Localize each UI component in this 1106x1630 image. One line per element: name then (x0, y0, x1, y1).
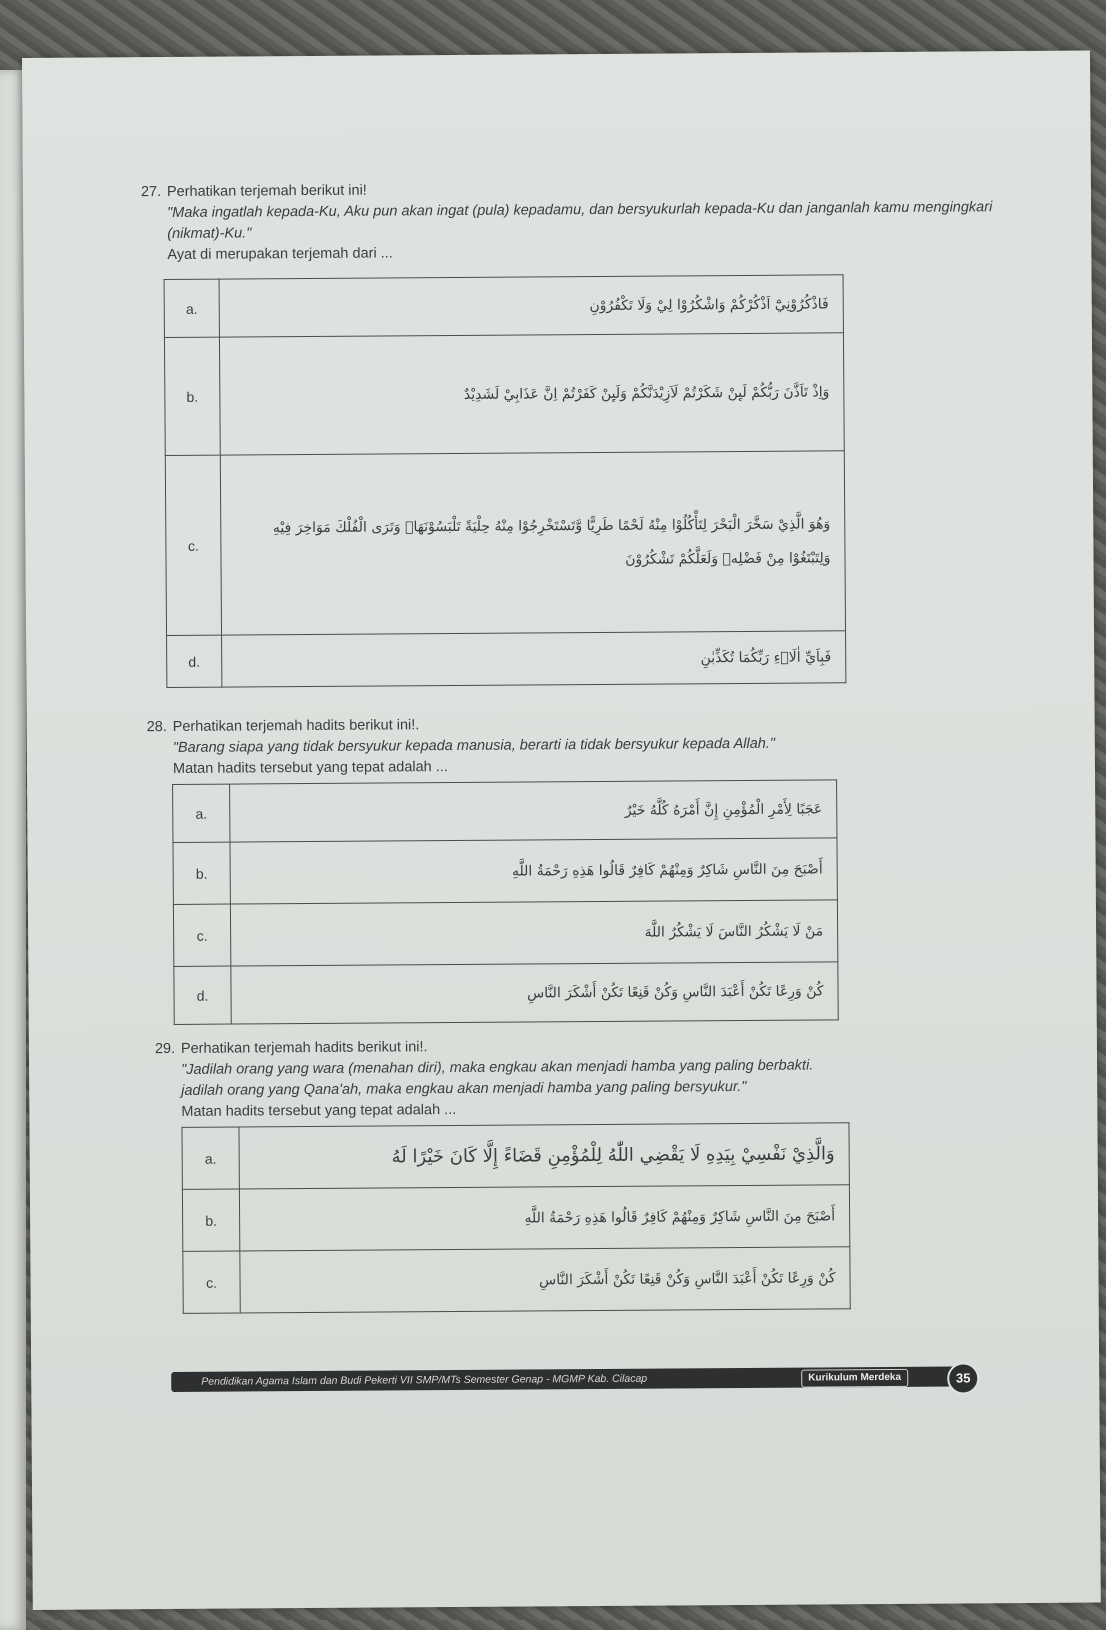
arabic-option-text: وَالَّذِيْ نَفْسِيْ بِيَدِهِ لَا يَقْضِي اللّٰهُ لِلْمُؤْمِنِ قَضَاءً إِلَّا كَانَ خَيْرًا لَهُ (239, 1123, 849, 1189)
question-translation: "Maka ingatlah kepada-Ku, Aku pun akan ingat (pula) kepadamu, dan bersyukurlah kepada-Ku dan janganlah kamu mengingkari (nikmat)-Ku." (167, 199, 993, 242)
arabic-option-text: وَهُوَ الَّذِيْ سَخَّرَ الْبَحْرَ لِتَأْكُلُوْا مِنْهُ لَحْمًا طَرِيًّا وَّتَسْتَخْرِجُوْا مِنْهُ حِلْيَةً تَلْبَسُوْنَهَاۚ وَتَرَى الْفُلْكَ مَوَاخِرَ فِيْهِ وَلِتَبْتَغُوْا مِنْ فَضْلِهٖ وَلَعَلَّكُمْ تَشْكُرُوْنَ (220, 451, 845, 635)
option-label: b. (173, 842, 230, 904)
options-table-29 (181, 1122, 850, 1314)
question-instruction: Perhatikan terjemah berikut ini! (166, 182, 367, 200)
option-label: b. (182, 1189, 239, 1251)
arabic-option-text: أَصْبَحَ مِنَ النَّاسِ شَاكِرٌ وَمِنْهُمْ كَافِرٌ قَالُوا هَذِهِ رَحْمَةُ اللَّهِ (230, 838, 837, 904)
option-label: d. (174, 966, 231, 1024)
arabic-option-text: كُنْ وَرِعًا تَكُنْ أَعْبَدَ النَّاسِ وَكُنْ قَنِعًا تَكُنْ أَشْكَرَ النَّاسِ (240, 1247, 850, 1313)
option-row-b[interactable] (173, 838, 837, 905)
option-label: b. (164, 337, 220, 455)
question-27 (141, 176, 1022, 266)
arabic-option-text: فَبِاَيِّ اٰلَاۤءِ رَبِّكُمَا تُكَذِّبٰنِ (222, 631, 846, 687)
option-label: d. (167, 635, 222, 687)
question-prompt: Matan hadits tersebut yang tepat adalah ... (172, 759, 448, 777)
option-row-b[interactable] (182, 1185, 849, 1252)
option-label: a. (182, 1127, 239, 1189)
question-prompt: Matan hadits tersebut yang tepat adalah ... (181, 1101, 457, 1120)
option-row-c[interactable] (165, 451, 845, 636)
question-translation-line-1: "Jadilah orang yang wara (menahan diri), maka engkau akan menjadi hamba yang paling berbakti. (181, 1057, 814, 1078)
question-translation: "Barang siapa yang tidak bersyukur kepada manusia, berarti ia tidak bersyukur kepada Allah." (172, 735, 776, 756)
page-number: 35 (947, 1362, 979, 1394)
option-label: a. (164, 279, 219, 337)
arabic-option-text: أَصْبَحَ مِنَ النَّاسِ شَاكِرٌ وَمِنْهُمْ كَافِرٌ قَالُوا هَذِهِ رَحْمَةُ اللَّهِ (239, 1185, 849, 1251)
arabic-option-text: مَنْ لَا يَشْكُرُ النَّاسَ لَا يَشْكُرُ اللَّهَ (230, 900, 837, 966)
option-label: a. (173, 784, 230, 842)
option-row-a[interactable] (173, 780, 837, 843)
question-number: 28. (146, 719, 167, 736)
question-instruction: Perhatikan terjemah hadits berikut ini!. (180, 1039, 428, 1057)
question-prompt: Ayat di merupakan terjemah dari ... (167, 245, 393, 263)
option-label: c. (183, 1251, 240, 1313)
option-row-b[interactable] (164, 333, 844, 456)
question-number: 29. (154, 1040, 176, 1058)
question-29 (155, 1033, 1036, 1123)
adjacent-page-edge (0, 70, 26, 1630)
footer-text: Pendidikan Agama Islam dan Budi Pekerti VII SMP/MTs Semester Genap - MGMP Kab. Cilacap (201, 1372, 648, 1388)
options-table-28 (172, 779, 839, 1025)
question-number: 27. (140, 184, 162, 201)
option-row-c[interactable] (173, 900, 837, 967)
option-row-a[interactable] (164, 275, 843, 338)
option-label: c. (165, 455, 221, 635)
arabic-option-text: كُنْ وَرِعًا تَكُنْ أَعْبَدَ النَّاسِ وَكُنْ قَنِعًا تَكُنْ أَشْكَرَ النَّاسِ (231, 962, 838, 1024)
arabic-option-text: وَاِذْ تَاَذَّنَ رَبُّكُمْ لَىِٕنْ شَكَرْتُمْ لَاَزِيْدَنَّكُمْ وَلَىِٕنْ كَفَرْتُمْ اِنَّ عَذَابِيْ لَشَدِيْدٌ (219, 333, 844, 455)
question-translation-line-2: jadilah orang yang Qana'ah, maka engkau akan menjadi hamba yang paling bersyukur." (181, 1078, 747, 1099)
options-table-27 (164, 274, 847, 688)
option-row-d[interactable] (174, 962, 838, 1025)
arabic-option-text: عَجَبًا لِأَمْرِ الْمُؤْمِنِ إِنَّ أَمْرَهُ كُلَّهُ خَيْرٌ (230, 780, 837, 842)
worksheet-page (22, 51, 1101, 1610)
option-row-a[interactable] (182, 1123, 849, 1190)
option-row-c[interactable] (183, 1247, 850, 1314)
question-28 (147, 711, 1027, 780)
option-label: c. (173, 904, 230, 966)
option-row-d[interactable] (167, 631, 846, 688)
question-instruction: Perhatikan terjemah hadits berikut ini!. (172, 717, 420, 735)
curriculum-badge: Kurikulum Merdeka (801, 1369, 908, 1388)
page-footer (171, 1366, 971, 1392)
arabic-option-text: فَاذْكُرُوْنِيْٓ اَذْكُرْكُمْ وَاشْكُرُوْا لِيْ وَلَا تَكْفُرُوْنِ (219, 275, 843, 337)
